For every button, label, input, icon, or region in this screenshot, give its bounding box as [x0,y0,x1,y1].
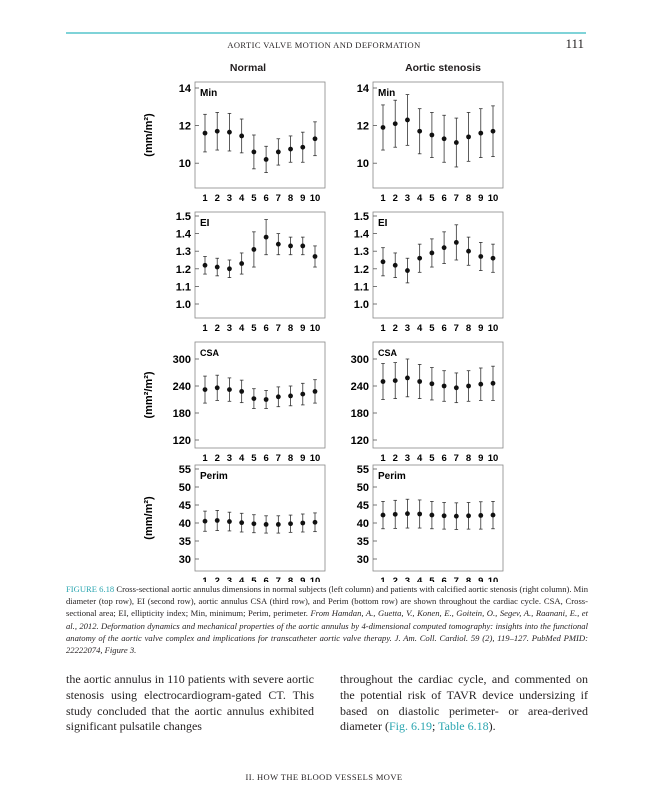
mean-point [264,157,269,162]
mean-point [405,268,410,273]
x-tick-label: 3 [404,323,411,334]
caption-label: FIGURE 6.18 [66,584,115,594]
x-tick-label: 5 [251,576,257,582]
x-tick-label: 1 [380,323,386,334]
y-tick-label: 120 [350,435,369,447]
mean-point [276,242,281,247]
x-tick-label: 8 [287,193,294,204]
y-tick-label: 1.2 [353,263,369,276]
panel-label: Perim [200,471,228,482]
running-head: AORTIC VALVE MOTION AND DEFORMATION [227,40,421,50]
x-tick-label: 10 [309,576,321,582]
body-column-right [340,672,588,735]
x-tick-label: 7 [275,576,281,582]
mean-point [478,513,483,518]
mean-point [288,394,293,399]
mean-point [491,381,496,386]
mean-point [276,522,281,527]
mean-point [417,379,422,384]
y-tick-label: 1.1 [353,281,369,294]
mean-point [442,513,447,518]
mean-point [239,261,244,266]
x-tick-label: 5 [251,323,257,334]
y-tick-label: 1.0 [353,299,369,311]
x-tick-label: 9 [478,576,484,582]
x-tick-label: 3 [226,323,233,334]
panel-label: CSA [200,348,220,358]
body-text [66,672,588,735]
y-tick-label: 40 [356,518,369,530]
chart-grid [138,62,508,582]
x-tick-label: 10 [309,323,321,334]
x-tick-label: 10 [309,453,321,464]
panel-frame [373,212,503,318]
mean-point [381,125,386,130]
y-tick-label: 1.3 [175,246,191,259]
mean-point [215,518,220,523]
y-tick-label: 45 [178,500,191,512]
mean-point [215,265,220,270]
mean-point [405,118,410,123]
x-tick-label: 2 [214,193,220,204]
x-tick-label: 4 [239,453,245,464]
x-tick-label: 9 [300,193,306,204]
x-tick-label: 7 [275,453,281,464]
mean-point [251,150,256,155]
x-tick-label: 9 [300,323,306,334]
mean-point [478,131,483,136]
x-tick-label: 5 [251,193,257,204]
mean-point [288,147,293,152]
mean-point [466,513,471,518]
x-tick-label: 8 [465,576,472,582]
mean-point [251,396,256,401]
y-tick-label: 50 [356,482,369,494]
mean-point [442,384,447,389]
x-tick-label: 9 [478,193,484,204]
mean-point [491,513,496,518]
mean-point [227,130,232,135]
mean-point [454,140,459,145]
x-tick-label: 8 [465,193,472,204]
y-tick-label: 1.4 [175,228,191,241]
x-tick-label: 2 [392,193,398,204]
y-tick-label: 240 [350,381,369,393]
mean-point [313,520,318,525]
mean-point [251,247,256,252]
x-tick-label: 6 [263,323,269,334]
mean-point [381,379,386,384]
x-tick-label: 8 [465,323,472,334]
mean-point [478,382,483,387]
mean-point [203,387,208,392]
mean-point [313,254,318,259]
y-tick-label: 30 [178,554,191,566]
panel-label: CSA [378,348,398,358]
x-tick-label: 4 [417,193,423,204]
mean-point [203,263,208,268]
mean-point [215,385,220,390]
x-tick-label: 3 [404,576,411,582]
mean-point [429,513,434,518]
y-tick-label: 1.2 [175,263,191,276]
panel-frame [195,212,325,318]
mean-point [429,133,434,138]
x-tick-label: 6 [263,453,269,464]
mean-point [466,134,471,139]
y-tick-label: 12 [178,120,191,133]
x-tick-label: 3 [226,453,233,464]
caption-text: Cross-sectional aortic annulus dimensions in normal subjects (left column) and patients with calcified aortic stenosis (right column). Min diameter (top row), EI (second row), aortic annulus CSA (third row), and Perim (bottom row) are shown throughout the cardiac cycle. CSA, Cross-sectional area; EI, ellipticity index; Min, minimum; Perim, perimeter. [66,584,588,619]
x-tick-label: 3 [226,576,233,582]
body-right-end: ). [488,719,496,734]
x-tick-label: 9 [300,453,306,464]
x-tick-label: 1 [202,323,208,334]
y-tick-label: 1.4 [353,228,369,241]
x-tick-label: 10 [487,453,499,464]
mean-point [239,389,244,394]
y-tick-label: 40 [178,518,191,530]
mean-point [264,397,269,402]
y-axis-label: (mm/m²) [143,496,155,540]
x-tick-label: 3 [226,193,233,204]
y-tick-label: 45 [356,500,369,512]
x-tick-label: 9 [478,323,484,334]
mean-point [381,259,386,264]
y-tick-label: 1.0 [175,299,191,311]
y-tick-label: 1.5 [175,211,191,223]
column-title-normal: Normal [229,62,267,74]
mean-point [227,266,232,271]
mean-point [239,134,244,139]
mean-point [276,150,281,155]
mean-point [288,521,293,526]
x-tick-label: 1 [380,576,386,582]
x-tick-label: 6 [441,193,447,204]
page-footer: II. HOW THE BLOOD VESSELS MOVE [245,772,403,782]
x-tick-label: 1 [202,193,208,204]
y-axis-label: (mm²/m²) [143,371,155,419]
x-tick-label: 5 [429,453,435,464]
mean-point [491,256,496,261]
x-tick-label: 7 [275,193,281,204]
mean-point [300,521,305,526]
mean-point [393,378,398,383]
x-tick-label: 7 [453,453,459,464]
x-tick-label: 2 [214,576,220,582]
mean-point [417,512,422,517]
mean-point [300,244,305,249]
mean-point [264,235,269,240]
y-tick-label: 35 [178,536,191,548]
mean-point [478,254,483,259]
y-axis-label: (mm/m²) [143,113,155,157]
mean-point [203,519,208,524]
link-table-6-18[interactable]: Table 6.18 [438,719,489,734]
mean-point [227,519,232,524]
y-tick-label: 1.1 [175,281,191,294]
y-tick-label: 55 [178,464,191,476]
mean-point [405,376,410,381]
y-tick-label: 35 [356,536,369,548]
x-tick-label: 1 [380,193,386,204]
y-tick-label: 300 [350,354,369,366]
mean-point [393,512,398,517]
y-tick-label: 300 [172,354,191,366]
x-tick-label: 3 [404,453,411,464]
header-rule [66,32,586,34]
column-title-aortic-stenosis: Aortic stenosis [405,62,481,74]
mean-point [251,521,256,526]
panel-label: Min [378,88,396,99]
mean-point [454,240,459,245]
x-tick-label: 4 [417,323,423,334]
x-tick-label: 7 [453,576,459,582]
y-tick-label: 10 [356,158,369,171]
mean-point [393,121,398,126]
y-tick-label: 1.5 [353,211,369,223]
y-tick-label: 10 [178,158,191,171]
mean-point [491,129,496,134]
page-number: 111 [565,36,584,51]
x-tick-label: 1 [202,453,208,464]
mean-point [381,513,386,518]
mean-point [405,511,410,516]
panel-label: Min [200,88,218,99]
x-tick-label: 7 [275,323,281,334]
x-tick-label: 9 [478,453,484,464]
x-tick-label: 6 [263,193,269,204]
mean-point [417,256,422,261]
x-tick-label: 5 [429,576,435,582]
x-tick-label: 4 [239,576,245,582]
mean-point [215,129,220,134]
x-tick-label: 2 [214,323,220,334]
x-tick-label: 2 [214,453,220,464]
figure-6-18 [138,62,508,582]
y-tick-label: 240 [172,381,191,393]
mean-point [454,514,459,519]
y-tick-label: 50 [178,482,191,494]
body-right-text: throughout the cardiac cycle, and commented on the potential risk of TAVR device undersizing if based on diastolic perimeter- or area-derived diameter ( [340,672,588,734]
y-tick-label: 180 [350,408,369,420]
x-tick-label: 5 [429,193,435,204]
mean-point [442,136,447,141]
figure-caption [66,583,588,656]
x-tick-label: 6 [263,576,269,582]
x-tick-label: 2 [392,453,398,464]
y-tick-label: 30 [356,554,369,566]
mean-point [417,129,422,134]
caption-reference: From Hamdan, A., Guetta, V., Konen, E., Goitein, O., Segev, A., Raanani, E., et al., 2012. Deformation dynamics and mechanical properties of the aortic annulus by 4-dimensional computed tomography: insights into the functional anatomy of the aortic valve complex and implications for transcatheter aortic valve therapy. J. Am. Coll. Cardiol. 59 (2), 119–127. PubMed PMID: 22222074, Figure 3. [66,608,588,656]
x-tick-label: 3 [404,193,411,204]
panel-label: EI [378,218,388,229]
y-tick-label: 120 [172,435,191,447]
x-tick-label: 8 [287,576,294,582]
mean-point [264,522,269,527]
mean-point [203,131,208,136]
x-tick-label: 4 [417,453,423,464]
panel-label: EI [200,218,210,229]
mean-point [276,394,281,399]
x-tick-label: 4 [417,576,423,582]
y-tick-label: 180 [172,408,191,420]
x-tick-label: 8 [287,453,294,464]
y-tick-label: 12 [356,120,369,133]
x-tick-label: 2 [392,576,398,582]
x-tick-label: 7 [453,193,459,204]
x-tick-label: 10 [487,193,499,204]
x-tick-label: 10 [487,576,499,582]
panel-label: Perim [378,471,406,482]
mean-point [442,245,447,250]
mean-point [227,387,232,392]
x-tick-label: 6 [441,323,447,334]
mean-point [313,389,318,394]
mean-point [429,381,434,386]
y-tick-label: 14 [178,83,191,95]
x-tick-label: 9 [300,576,306,582]
mean-point [466,384,471,389]
mean-point [300,145,305,150]
mean-point [288,244,293,249]
mean-point [313,136,318,141]
mean-point [239,520,244,525]
mean-point [429,251,434,256]
body-right-sep: ; [432,719,439,734]
x-tick-label: 1 [380,453,386,464]
x-tick-label: 2 [392,323,398,334]
x-tick-label: 1 [202,576,208,582]
y-tick-label: 14 [356,83,369,95]
y-tick-label: 55 [356,464,369,476]
x-tick-label: 10 [487,323,499,334]
x-tick-label: 4 [239,193,245,204]
x-tick-label: 10 [309,193,321,204]
x-tick-label: 5 [251,453,257,464]
mean-point [393,263,398,268]
x-tick-label: 8 [287,323,294,334]
mean-point [300,392,305,397]
x-tick-label: 7 [453,323,459,334]
body-column-left: the aortic annulus in 110 patients with severe aortic stenosis using electrocardiogram-gated CT. This study concluded that the aortic annulus exhibited significant pulsatile changes [66,672,314,734]
x-tick-label: 6 [441,453,447,464]
mean-point [466,249,471,254]
mean-point [454,385,459,390]
x-tick-label: 5 [429,323,435,334]
x-tick-label: 4 [239,323,245,334]
y-tick-label: 1.3 [353,246,369,259]
x-tick-label: 8 [465,453,472,464]
x-tick-label: 6 [441,576,447,582]
link-fig-6-19[interactable]: Fig. 6.19 [388,719,432,734]
